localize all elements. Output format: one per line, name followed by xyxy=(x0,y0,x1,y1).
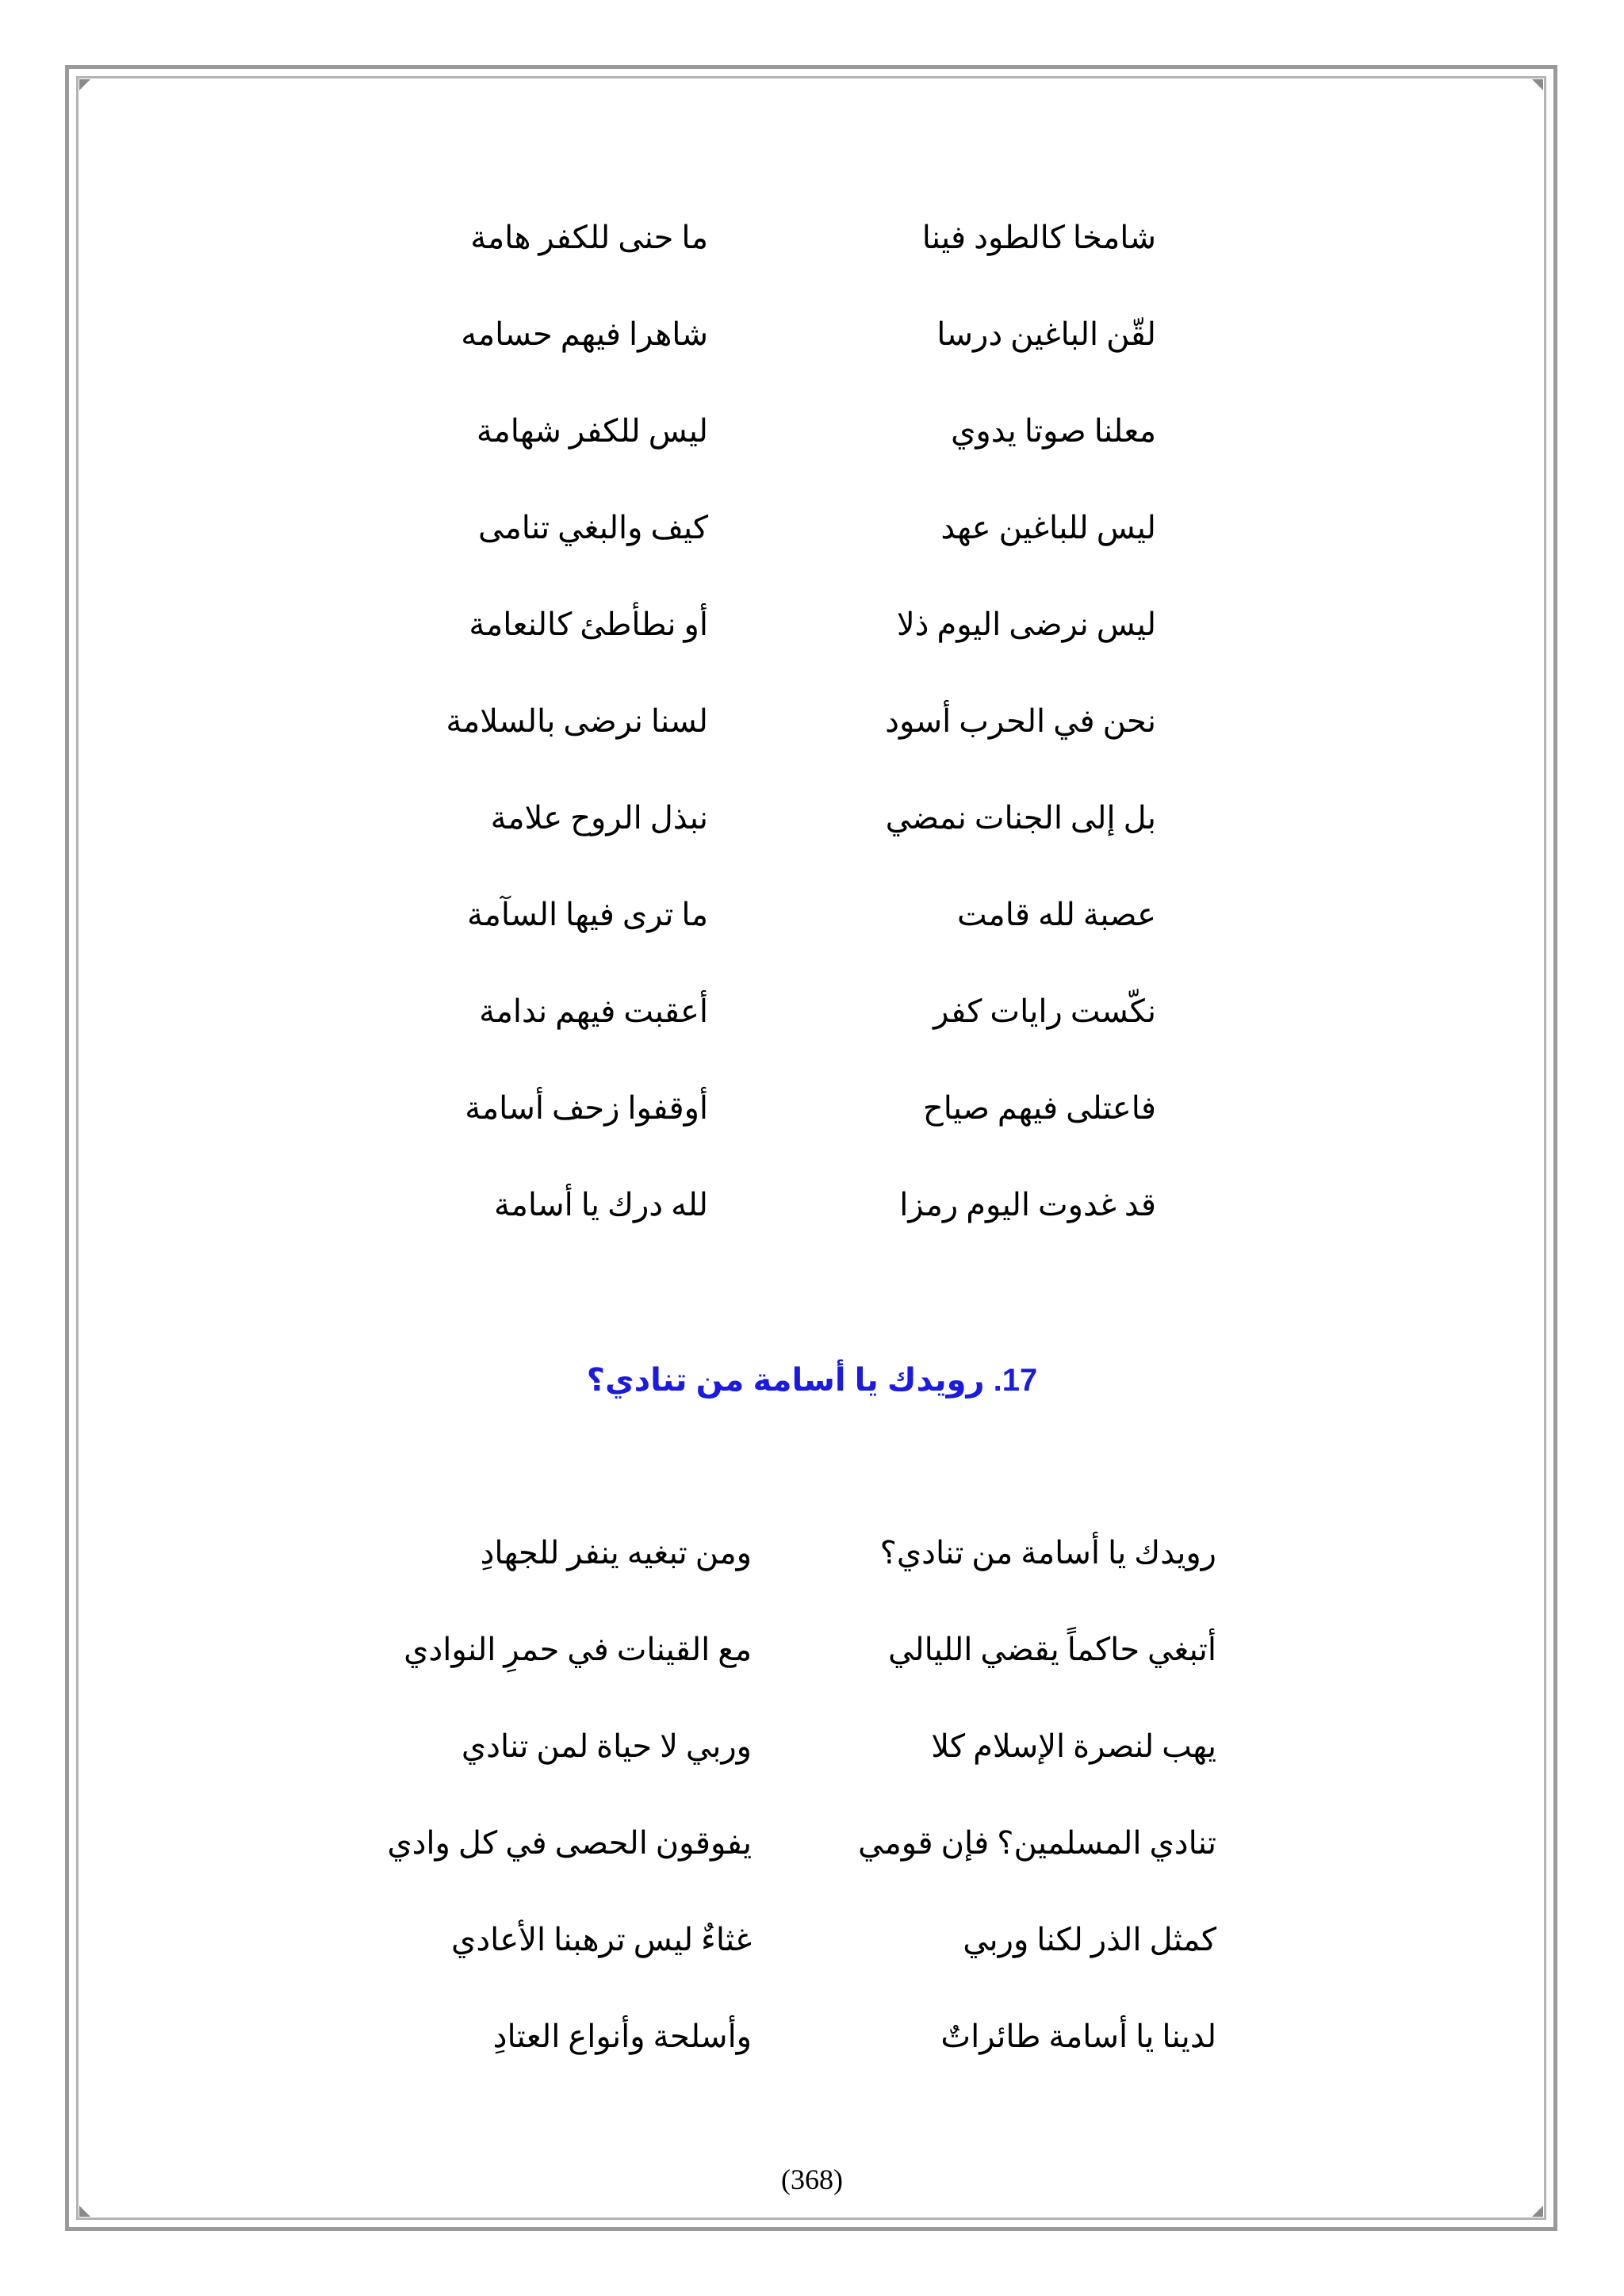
verse-2-first-hemistich: لقّن الباغين درسا xyxy=(936,316,1156,352)
verse-1-second-hemistich: ما حنى للكفر هامة xyxy=(470,220,708,255)
verse-7-second-hemistich: نبذل الروح علامة xyxy=(490,800,708,836)
corner-ornament xyxy=(1532,2206,1543,2217)
verse-4-second-hemistich: يفوقون الحصى في كل وادي xyxy=(387,1825,752,1861)
verse-5-second-hemistich: أو نطأطئ كالنعامة xyxy=(469,607,708,642)
verse-6-first-hemistich: نحن في الحرب أسود xyxy=(885,703,1156,739)
verse-4-first-hemistich: ليس للباغين عهد xyxy=(940,510,1156,545)
verse-5-first-hemistich: كمثل الذر لكنا وربي xyxy=(963,1922,1216,1957)
verse-6-second-hemistich: وأسلحة وأنواع العتادِ xyxy=(492,2019,752,2054)
verse-11-second-hemistich: لله درك يا أسامة xyxy=(494,1187,708,1223)
verse-5-second-hemistich: غثاءٌ ليس ترهبنا الأعادي xyxy=(451,1922,752,1957)
verse-5-first-hemistich: ليس نرضى اليوم ذلا xyxy=(896,607,1156,642)
verse-3-second-hemistich: ليس للكفر شهامة xyxy=(476,413,708,449)
section-title: 17. رويدك يا أسامة من تنادي؟ xyxy=(586,1363,1038,1398)
verse-2-first-hemistich: أتبغي حاكماً يقضي الليالي xyxy=(888,1632,1216,1667)
verse-3-first-hemistich: يهب لنصرة الإسلام كلا xyxy=(931,1728,1216,1764)
verse-9-first-hemistich: نكّست رايات كفر xyxy=(933,993,1156,1029)
verse-1-first-hemistich: رويدك يا أسامة من تنادي؟ xyxy=(879,1535,1216,1571)
verse-8-second-hemistich: ما ترى فيها السآمة xyxy=(467,897,708,932)
verse-2-second-hemistich: شاهرا فيهم حسامه xyxy=(461,316,708,352)
verse-2-second-hemistich: مع القينات في حمرِ النوادي xyxy=(404,1632,752,1667)
verse-9-second-hemistich: أعقبت فيهم ندامة xyxy=(479,993,708,1029)
corner-ornament xyxy=(79,2206,90,2217)
verse-1-second-hemistich: ومن تبغيه ينفر للجهادِ xyxy=(480,1535,752,1571)
verse-6-first-hemistich: لدينا يا أسامة طائراتٌ xyxy=(940,2019,1216,2054)
page-number: (368) xyxy=(781,2164,843,2195)
verse-8-first-hemistich: عصبة لله قامت xyxy=(957,897,1156,932)
verse-3-first-hemistich: معلنا صوتا يدوي xyxy=(951,413,1156,449)
verse-4-first-hemistich: تنادي المسلمين؟ فإن قومي xyxy=(858,1825,1216,1861)
verse-4-second-hemistich: كيف والبغي تنامى xyxy=(478,510,708,545)
verse-10-second-hemistich: أوقفوا زحف أسامة xyxy=(465,1090,708,1126)
corner-ornament xyxy=(79,79,90,90)
verse-10-first-hemistich: فاعتلى فيهم صياح xyxy=(922,1090,1156,1126)
verse-3-second-hemistich: وربي لا حياة لمن تنادي xyxy=(461,1728,752,1764)
page-border-inner xyxy=(76,76,1546,2220)
corner-ornament xyxy=(1532,79,1543,90)
verse-6-second-hemistich: لسنا نرضى بالسلامة xyxy=(446,703,708,739)
verse-11-first-hemistich: قد غدوت اليوم رمزا xyxy=(899,1187,1156,1223)
verse-1-first-hemistich: شامخا كالطود فينا xyxy=(921,220,1156,255)
verse-7-first-hemistich: بل إلى الجنات نمضي xyxy=(885,800,1156,836)
